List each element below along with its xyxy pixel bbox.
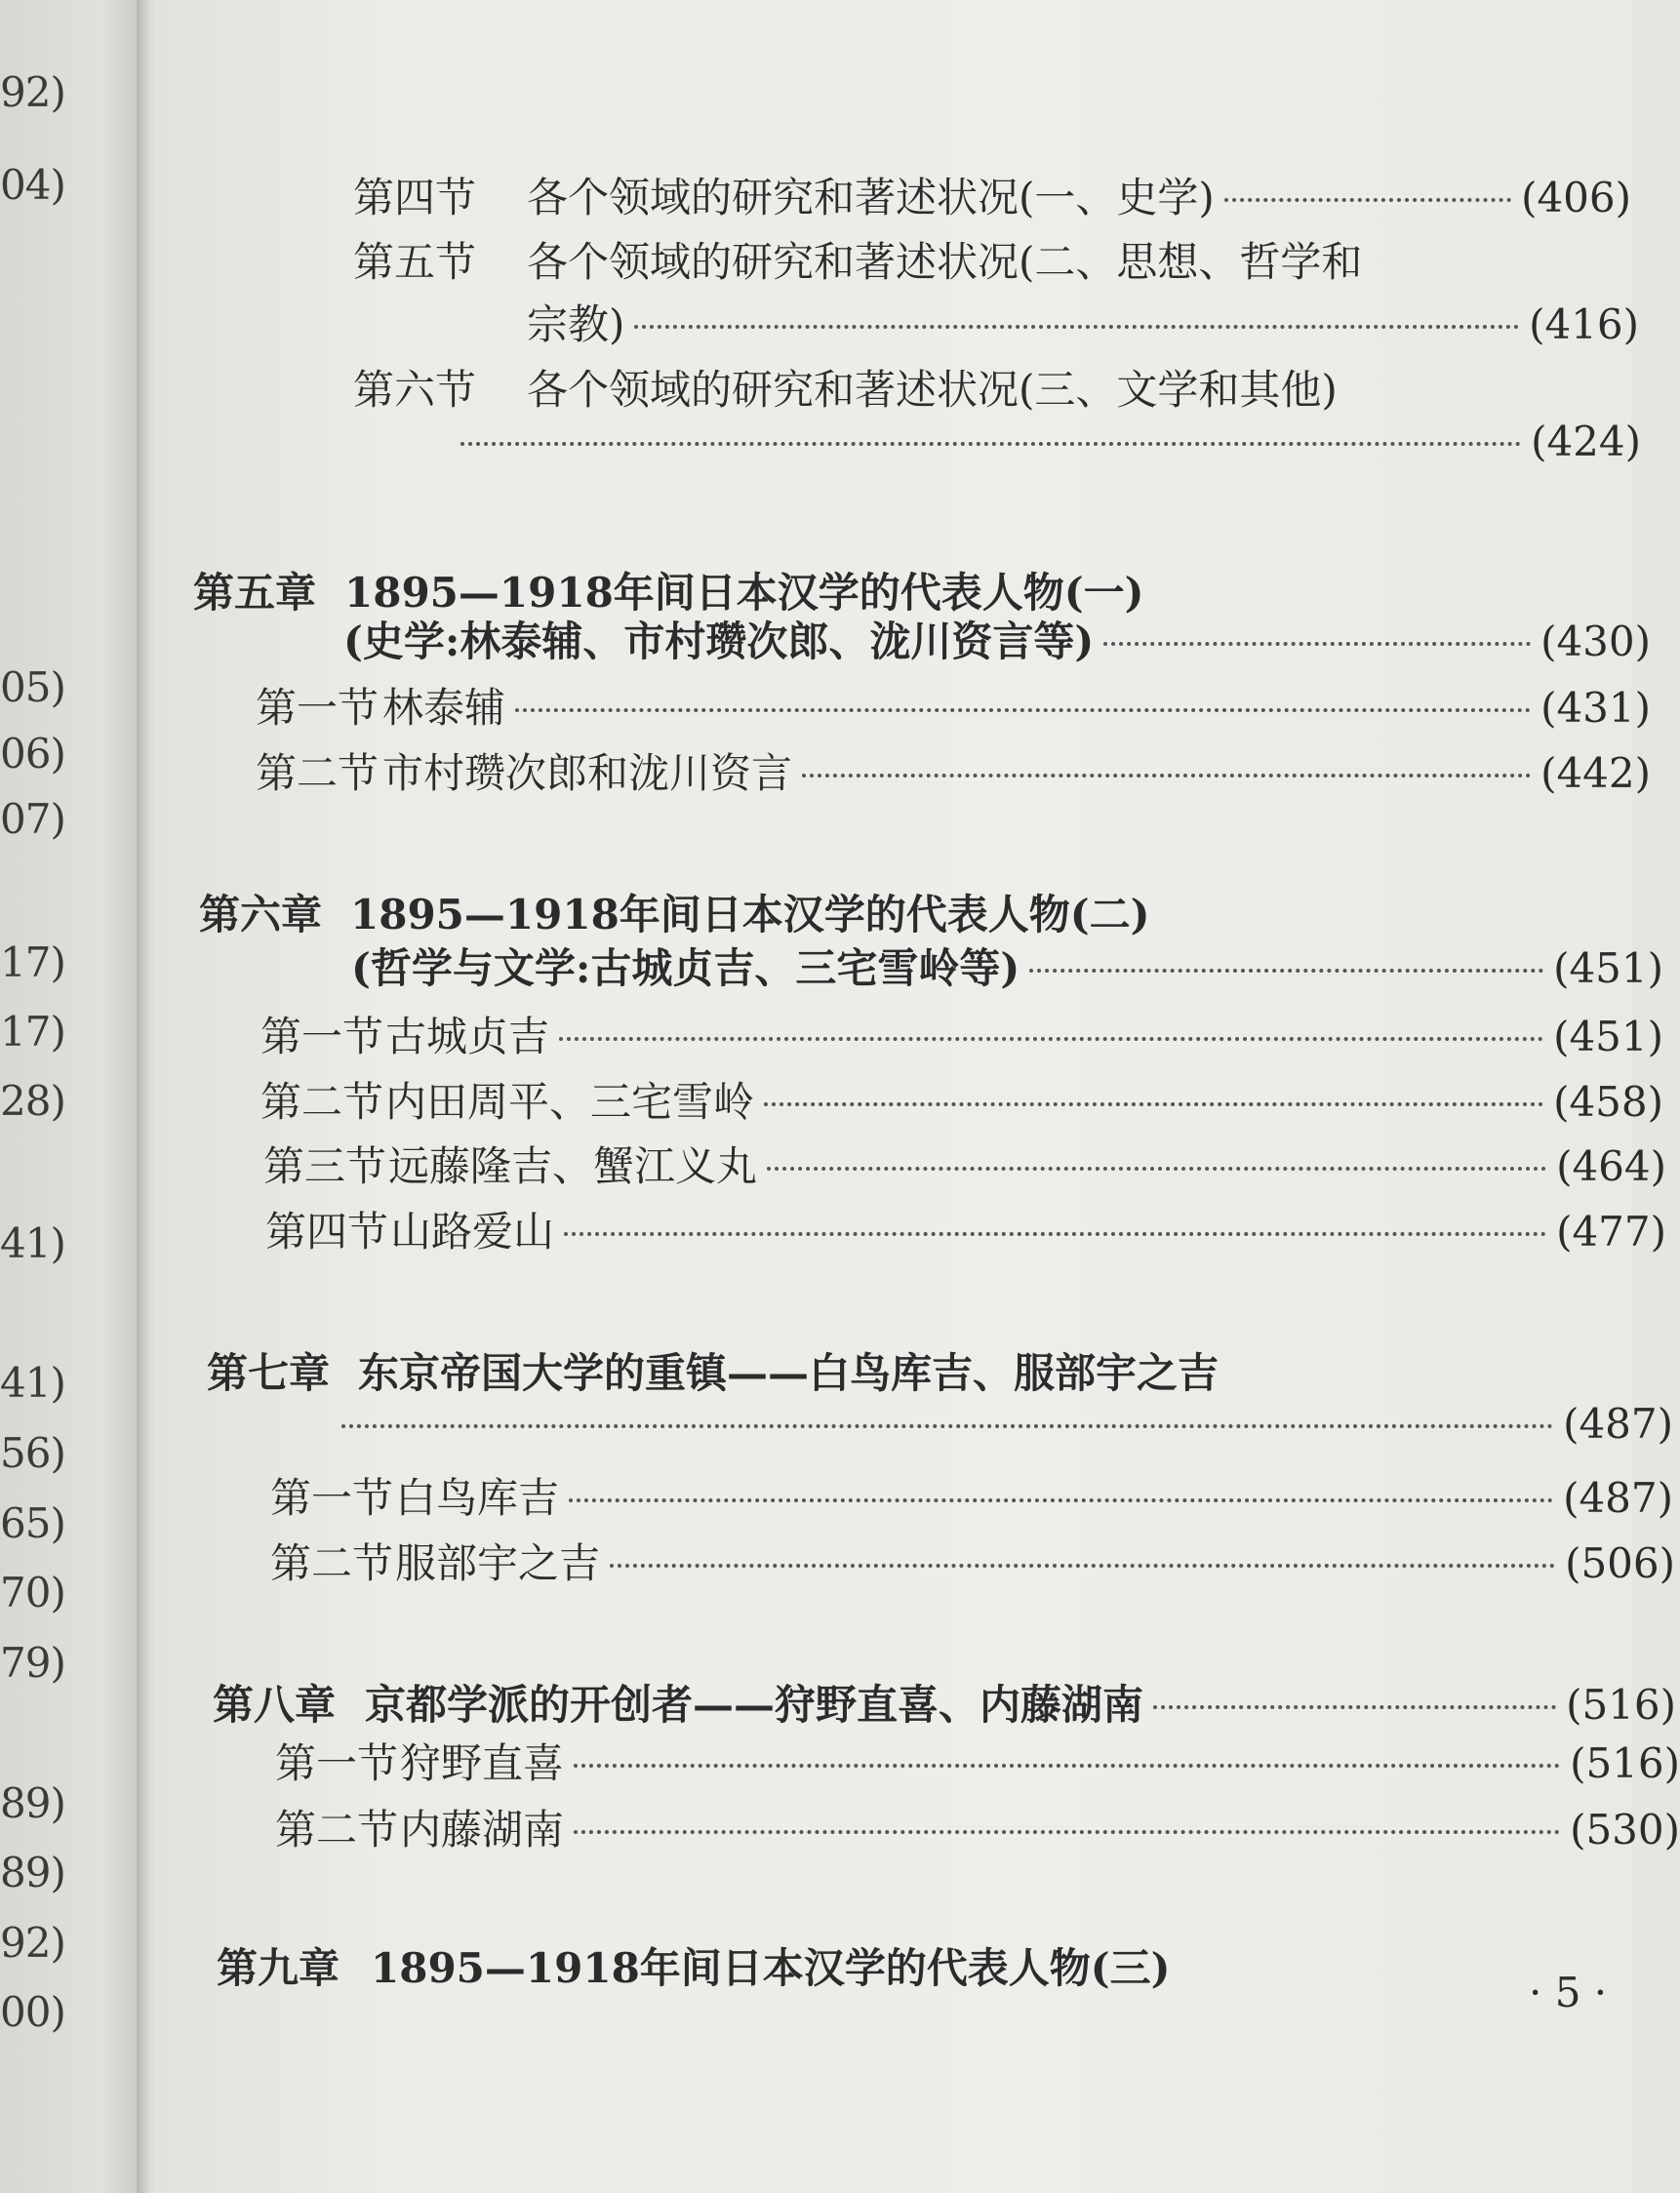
toc-entry [270, 1532, 1675, 1590]
page-ref: (477) [1556, 1208, 1666, 1256]
chapter-title: 京都学派的开创者——狩野直喜、内藤湖南 [365, 1681, 1144, 1729]
left-page-number: 41) [0, 1219, 65, 1267]
page-ref: (530) [1570, 1806, 1680, 1854]
chapter-label: 第七章 [207, 1349, 331, 1397]
toc-entry [353, 166, 1631, 224]
toc-chapter-subtitle [351, 937, 1663, 995]
section-title: 狩野直喜 [400, 1739, 565, 1787]
section-title: 市村瓒次郎和泷川资言 [382, 749, 793, 797]
section-title: 服部宇之吉 [395, 1539, 601, 1587]
left-page-number: 79) [0, 1639, 65, 1687]
section-label: 第一节 [260, 1013, 384, 1060]
left-page-number: 07) [0, 795, 65, 843]
page-ref: (487) [1563, 1400, 1673, 1448]
toc-entry-continuation [332, 1400, 1673, 1448]
page-ref: (406) [1521, 174, 1631, 221]
toc-entry-continuation [527, 293, 1639, 351]
section-label: 第二节 [270, 1539, 394, 1587]
chapter-label: 第八章 [213, 1681, 337, 1729]
left-page-number: 04) [0, 161, 65, 209]
section-label: 第六节 [353, 366, 477, 414]
left-page-number: 92) [0, 1919, 65, 1967]
section-title: 山路爱山 [390, 1208, 555, 1256]
toc-chapter [217, 1936, 1582, 1995]
chapter-label: 第九章 [217, 1944, 340, 1992]
section-title: 白鸟库吉 [395, 1474, 560, 1522]
section-label: 第二节 [260, 1078, 384, 1126]
leader-dots [564, 1232, 1546, 1236]
left-page-number: 41) [0, 1359, 65, 1407]
left-page-number: 00) [0, 1988, 65, 2036]
leader-dots [574, 1830, 1560, 1834]
toc-entry [275, 1798, 1680, 1856]
chapter-label: 第六章 [199, 891, 323, 938]
leader-dots [767, 1167, 1546, 1171]
chapter-subtitle: (哲学与文学:古城贞吉、三宅雪岭等) [351, 944, 1020, 992]
leader-dots [574, 1764, 1560, 1768]
left-page-number: 65) [0, 1499, 65, 1547]
toc-entry [256, 676, 1651, 735]
left-page-number: 89) [0, 1849, 65, 1896]
chapter-title: 东京帝国大学的重镇——白鸟库吉、服部宇之吉 [358, 1349, 1220, 1397]
book-gutter [137, 0, 158, 2193]
leader-dots [1029, 969, 1543, 973]
table-of-contents [158, 0, 1680, 2193]
section-title: 内藤湖南 [400, 1806, 565, 1854]
chapter-title: 1895—1918年间日本汉学的代表人物(三) [371, 1944, 1171, 1992]
section-label: 第五节 [353, 238, 477, 286]
leader-dots [802, 774, 1531, 778]
page-ref: (424) [1531, 418, 1641, 465]
section-label: 第四节 [265, 1208, 389, 1256]
page-ref: (451) [1553, 1013, 1663, 1060]
page-ref: (506) [1565, 1539, 1675, 1587]
page-ref: (516) [1570, 1739, 1680, 1787]
toc-chapter [199, 883, 1565, 941]
left-page-number: 89) [0, 1779, 65, 1827]
leader-dots [569, 1498, 1553, 1502]
right-page [158, 0, 1680, 2193]
leader-dots [341, 1424, 1553, 1428]
section-label: 第四节 [353, 174, 477, 221]
toc-chapter [213, 1673, 1676, 1732]
leader-dots [764, 1102, 1543, 1106]
section-title: 林泰辅 [382, 684, 506, 732]
left-page-number: 92) [0, 68, 65, 116]
leader-dots [559, 1037, 1543, 1041]
page-ref: (458) [1553, 1078, 1663, 1126]
toc-entry [260, 1070, 1663, 1129]
toc-entry [270, 1466, 1673, 1525]
leader-dots [1103, 642, 1531, 646]
section-title: 各个领域的研究和著述状况(三、文学和其他) [527, 366, 1338, 414]
page-ref: (416) [1529, 300, 1639, 348]
section-title: 各个领域的研究和著述状况(一、史学) [527, 174, 1215, 221]
left-page-number: 17) [0, 1008, 65, 1056]
toc-chapter [207, 1341, 1573, 1400]
section-label: 第一节 [256, 684, 380, 732]
toc-entry [275, 1732, 1680, 1790]
chapter-title: 1895—1918年间日本汉学的代表人物(一) [344, 569, 1144, 617]
section-label: 第一节 [270, 1474, 394, 1522]
leader-dots [460, 442, 1521, 446]
leader-dots [1153, 1705, 1556, 1709]
toc-entry [263, 1135, 1666, 1193]
section-title: 古城贞吉 [385, 1013, 550, 1060]
toc-entry [260, 1005, 1663, 1063]
page-ref: (451) [1553, 944, 1663, 992]
page-number: · 5 · [1529, 1969, 1608, 2016]
toc-entry [256, 741, 1651, 800]
page-ref: (464) [1556, 1142, 1666, 1190]
toc-entry [265, 1200, 1666, 1258]
leader-dots [610, 1564, 1555, 1568]
left-page-number: 70) [0, 1569, 65, 1616]
page-ref: (516) [1566, 1681, 1676, 1729]
left-page-number: 56) [0, 1429, 65, 1477]
section-label: 第二节 [275, 1806, 399, 1854]
left-page-number: 06) [0, 730, 65, 778]
chapter-title: 1895—1918年间日本汉学的代表人物(二) [350, 891, 1150, 938]
leader-dots [634, 325, 1519, 329]
left-page-edge [0, 0, 146, 2193]
chapter-label: 第五章 [193, 569, 317, 617]
section-label: 第三节 [263, 1142, 387, 1190]
leader-dots [1224, 198, 1511, 202]
section-label: 第二节 [256, 749, 380, 797]
page-ref: (430) [1540, 618, 1651, 665]
toc-entry-continuation [451, 418, 1641, 465]
toc-entry [353, 358, 1631, 417]
chapter-subtitle: (史学:林泰辅、市村瓒次郎、泷川资言等) [343, 618, 1095, 665]
section-title: 内田周平、三宅雪岭 [385, 1078, 755, 1126]
left-page-number: 05) [0, 663, 65, 711]
page-ref: (442) [1540, 749, 1651, 797]
page-ref: (487) [1563, 1474, 1673, 1522]
section-title: 远藤隆吉、蟹江义丸 [388, 1142, 758, 1190]
section-label: 第一节 [275, 1739, 399, 1787]
left-page-number: 28) [0, 1077, 65, 1125]
left-page-number: 17) [0, 938, 65, 986]
leader-dots [515, 708, 1531, 712]
page-ref: (431) [1540, 684, 1651, 732]
section-title-continued: 宗教) [527, 300, 625, 348]
section-title: 各个领域的研究和著述状况(二、思想、哲学和 [527, 238, 1363, 286]
toc-chapter-subtitle [343, 610, 1651, 668]
toc-entry [353, 230, 1631, 289]
